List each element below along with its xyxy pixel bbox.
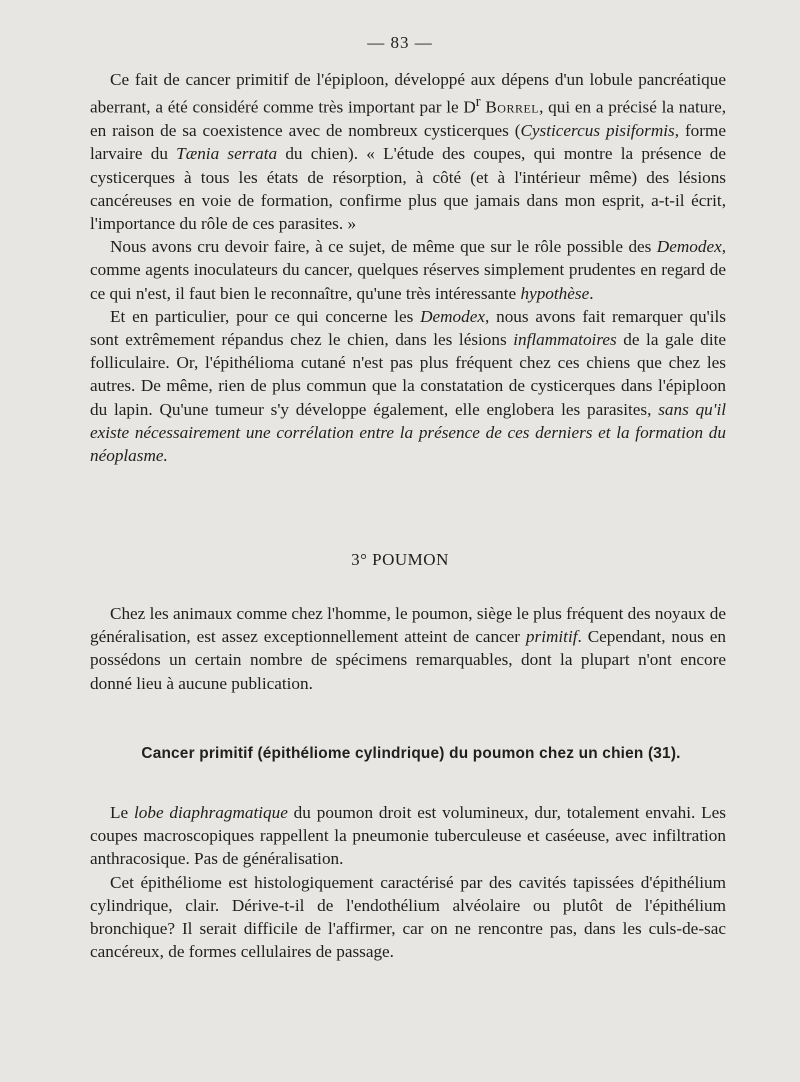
text-run: de la gale dite folliculaire. Or, l'épithélioma cutané n'est pas plus fréquent chez ces chiens que chez les autres. De même, rien de plus commun que la constatation de cysticerques dans l'épiploon du lapin. Qu'une tumeur s'y développe également, elle englobera les parasites, [90, 329, 726, 419]
section-title: 3° POUMON [351, 550, 449, 569]
text-run: , nous avons fait remarquer qu'ils sont extrêmement répandus chez le chien, dans les lésions [90, 306, 726, 349]
text-run: Cet épithéliome est histologiquement caractérisé par des cavités tapissées d'épithélium cylindrique, clair. Dérive-t-il de l'endothélium alvéolaire ou plutôt de l'épithélium bronchique? Il serait difficile de l'affirmer, car on ne rencontre pas, dans les culs-de-sac cancéreux, de formes cellulaires de passage. [90, 872, 726, 962]
italic-term: Demodex [656, 237, 722, 257]
text-block-parasites [90, 68, 726, 467]
author-name: Borrel [485, 97, 540, 117]
text-run: Ce fait de cancer primitif de l'épiploon, développé aux dépens d'un lobule pancréatique aberrant, a été considéré comme très important par le D [90, 70, 726, 117]
paragraph-borrel [90, 68, 726, 235]
italic-term: Demodex [420, 306, 485, 326]
text-block-case [90, 801, 726, 963]
case-subheading: Cancer primitif (épithéliome cylindrique) du poumon chez un chien (31). [141, 745, 681, 762]
text-run: Et en particulier, pour ce qui concerne les [110, 306, 421, 326]
italic-term: lobe diaphragmatique [133, 803, 288, 822]
text-run: du poumon droit est volumineux, dur, totalement envahi. Les coupes macroscopiques rappellent la pneumonie tuberculeuse et caséeuse, avec infiltration anthracosique. Pas de généralisation. [90, 803, 726, 869]
text-run: Chez les animaux comme chez l'homme, le poumon, siège le plus fréquent des noyaux de généralisation, est assez exceptionnellement atteint de cancer [90, 604, 726, 647]
text-run: , qui en a précisé la nature, en raison de sa coexistence avec de nombreux cysticerques ( [90, 97, 726, 141]
paragraph-poumon [90, 602, 726, 695]
italic-term: Tænia serrata [176, 144, 278, 164]
superscript: r [475, 94, 481, 111]
italic-term: Cysticercus pisiformis [520, 121, 675, 141]
text-run: Le [110, 803, 134, 822]
text-run: , forme larvaire du [90, 121, 726, 164]
text-run: du chien). « L'étude des coupes, qui montre la présence de cysticerques à tous les états de résorption, à côté (et à l'intérieur même) des lésions cancéreuses en voie de formation, confirme plus que jamais dans mon esprit, a-t-il écrit, l'importance du rôle de ces parasites. » [90, 144, 726, 233]
page-number: — 83 — [367, 33, 433, 52]
text-run: , comme agents inoculateurs du cancer, quelques réserves simplement prudentes en regard de ce qui n'est, il faut bien le reconnaître, qu'une très intéressante [90, 237, 726, 303]
italic-term: inflammatoires [513, 329, 617, 349]
text-run: . [589, 283, 594, 303]
text-run: Nous avons cru devoir faire, à ce sujet, de même que sur le rôle possible des [110, 237, 657, 257]
italic-term: sans qu'il existe nécessairement une corrélation entre la présence de ces derniers et la formation du néoplasme. [90, 399, 726, 465]
paragraph-en-particulier [90, 305, 726, 467]
text-run: . Cependant, nous en possédons un certain nombre de spécimens remarquables, dont la plupart n'ont encore donné lieu à aucune publication. [90, 627, 726, 693]
text-block-poumon-intro [90, 602, 726, 695]
italic-term: primitif [525, 627, 578, 647]
paragraph-lobe [90, 801, 726, 871]
paragraph-histology [90, 871, 726, 964]
paragraph-demodex [90, 235, 726, 305]
italic-term: hypothèse [520, 283, 590, 303]
